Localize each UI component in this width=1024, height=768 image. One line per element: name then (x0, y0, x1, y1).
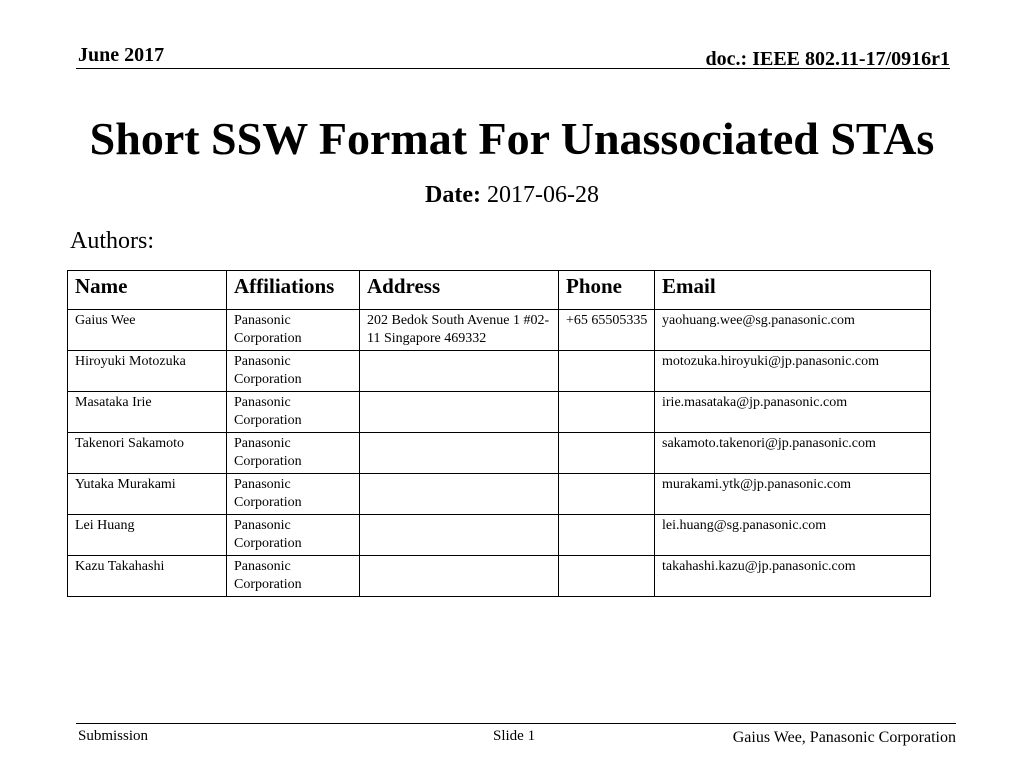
author-email: takahashi.kazu@jp.panasonic.com (655, 556, 931, 597)
author-name: Hiroyuki Motozuka (68, 351, 227, 392)
author-phone (559, 392, 655, 433)
author-email: lei.huang@sg.panasonic.com (655, 515, 931, 556)
footer-author: Gaius Wee, Panasonic Corporation (732, 729, 956, 746)
author-name: Yutaka Murakami (68, 474, 227, 515)
author-affiliation: Panasonic Corporation (227, 515, 360, 556)
author-email: irie.masataka@jp.panasonic.com (655, 392, 931, 433)
author-affiliation: Panasonic Corporation (227, 556, 360, 597)
author-name: Gaius Wee (68, 310, 227, 351)
author-phone (559, 515, 655, 556)
author-phone: +65 65505335 (559, 310, 655, 351)
author-address (360, 433, 559, 474)
table-row (68, 556, 931, 597)
header-divider (76, 68, 950, 69)
author-affiliation: Panasonic Corporation (227, 474, 360, 515)
author-affiliation: Panasonic Corporation (227, 392, 360, 433)
column-header-email: Email (655, 271, 931, 310)
author-email: motozuka.hiroyuki@jp.panasonic.com (655, 351, 931, 392)
author-email: yaohuang.wee@sg.panasonic.com (655, 310, 931, 351)
footer-submission: Submission (78, 728, 149, 744)
table-row (68, 515, 931, 556)
author-phone (559, 433, 655, 474)
table-row (68, 474, 931, 515)
table-row (68, 433, 931, 474)
table-row (68, 392, 931, 433)
header-date: June 2017 (78, 44, 165, 66)
column-header-name: Name (68, 271, 227, 310)
table-row (68, 351, 931, 392)
footer-divider (76, 723, 956, 724)
author-email: sakamoto.takenori@jp.panasonic.com (655, 433, 931, 474)
date-line (0, 182, 1024, 209)
author-name: Lei Huang (68, 515, 227, 556)
header-doc-id: doc.: IEEE 802.11-17/0916r1 (705, 48, 950, 70)
author-address (360, 351, 559, 392)
date-label: Date: (425, 182, 481, 208)
author-name: Kazu Takahashi (68, 556, 227, 597)
date-value: 2017-06-28 (486, 182, 599, 208)
author-address (360, 515, 559, 556)
table-row (68, 310, 931, 351)
authors-label: Authors: (70, 228, 154, 254)
author-address (360, 474, 559, 515)
author-affiliation: Panasonic Corporation (227, 433, 360, 474)
column-header-phone: Phone (559, 271, 655, 310)
author-name: Masataka Irie (68, 392, 227, 433)
authors-table (67, 270, 931, 597)
author-affiliation: Panasonic Corporation (227, 351, 360, 392)
column-header-affiliations: Affiliations (227, 271, 360, 310)
slide-title: Short SSW Format For Unassociated STAs (89, 113, 935, 164)
author-phone (559, 351, 655, 392)
column-header-address: Address (360, 271, 559, 310)
author-address: 202 Bedok South Avenue 1 #02-11 Singapore 469332 (360, 310, 559, 351)
author-affiliation: Panasonic Corporation (227, 310, 360, 351)
author-address (360, 392, 559, 433)
footer-slide-number: Slide 1 (493, 728, 536, 744)
author-email: murakami.ytk@jp.panasonic.com (655, 474, 931, 515)
author-phone (559, 556, 655, 597)
author-address (360, 556, 559, 597)
author-name: Takenori Sakamoto (68, 433, 227, 474)
author-phone (559, 474, 655, 515)
table-header-row (68, 271, 931, 310)
